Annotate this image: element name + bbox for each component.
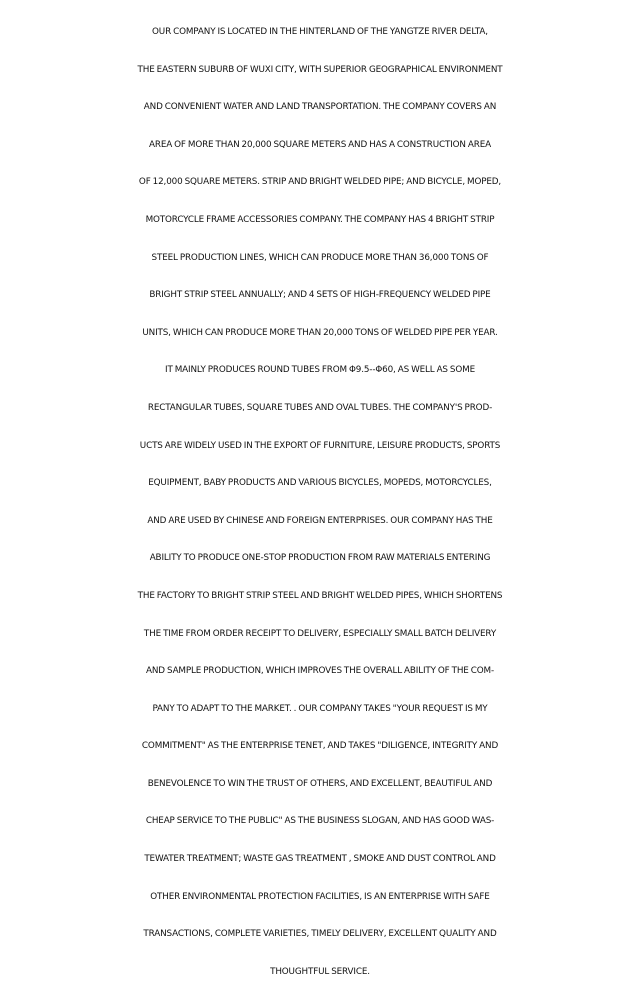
text-line: AND CONVENIENT WATER AND LAND TRANSPORTATION. THE COMPANY COVERS AN — [143, 102, 497, 113]
text-line: RECTANGULAR TUBES, SQUARE TUBES AND OVAL TUBES. THE COMPANY'S PROD- — [147, 402, 493, 413]
text-line: TRANSACTIONS, COMPLETE VARIETIES, TIMELY DELIVERY, EXCELLENT QUALITY AND — [143, 929, 497, 940]
text-line: OUR COMPANY IS LOCATED IN THE HINTERLAND OF THE YANGTZE RIVER DELTA, — [152, 27, 488, 37]
text-line: BENEVOLENCE TO WIN THE TRUST OF OTHERS, AND EXCELLENT, BEAUTIFUL AND — [147, 778, 493, 789]
text-line: THE FACTORY TO BRIGHT STRIP STEEL AND BRIGHT WELDED PIPES, WHICH SHORTENS — [137, 590, 503, 601]
text-line: AND ARE USED BY CHINESE AND FOREIGN ENTERPRISES. OUR COMPANY HAS THE — [147, 515, 493, 526]
company-description — [0, 14, 640, 991]
text-line: THOUGHTFUL SERVICE. — [270, 966, 370, 977]
text-line: TEWATER TREATMENT; WASTE GAS TREATMENT , SMOKE AND DUST CONTROL AND — [144, 854, 496, 865]
text-line: OF 12,000 SQUARE METERS. STRIP AND BRIGHT WELDED PIPE; AND BICYCLE, MOPED, — [138, 177, 502, 188]
text-line: THE EASTERN SUBURB OF WUXI CITY, WITH SUPERIOR GEOGRAPHICAL ENVIRONMENT — [137, 64, 503, 75]
text-line: CHEAP SERVICE TO THE PUBLIC" AS THE BUSINESS SLOGAN, AND HAS GOOD WAS- — [145, 816, 495, 827]
text-line: ABILITY TO PRODUCE ONE-STOP PRODUCTION FROM RAW MATERIALS ENTERING — [149, 553, 491, 564]
text-line: PANY TO ADAPT TO THE MARKET. . OUR COMPANY TAKES "YOUR REQUEST IS MY — [152, 703, 488, 714]
text-line: STEEL PRODUCTION LINES, WHICH CAN PRODUCE MORE THAN 36,000 TONS OF — [151, 252, 489, 263]
text-line: COMMITMENT" AS THE ENTERPRISE TENET, AND TAKES "DILIGENCE, INTEGRITY AND — [141, 741, 499, 752]
text-line: BRIGHT STRIP STEEL ANNUALLY; AND 4 SETS OF HIGH-FREQUENCY WELDED PIPE — [149, 290, 491, 301]
text-line: OTHER ENVIRONMENTAL PROTECTION FACILITIES, IS AN ENTERPRISE WITH SAFE — [150, 891, 490, 902]
text-line: AREA OF MORE THAN 20,000 SQUARE METERS AND HAS A CONSTRUCTION AREA — [149, 139, 491, 150]
text-line: IT MAINLY PRODUCES ROUND TUBES FROM Φ9.5--Φ60, AS WELL AS SOME — [165, 365, 475, 376]
text-line: THE TIME FROM ORDER RECEIPT TO DELIVERY, ESPECIALLY SMALL BATCH DELIVERY — [143, 628, 497, 639]
text-line: UNITS, WHICH CAN PRODUCE MORE THAN 20,000 TONS OF WELDED PIPE PER YEAR. — [142, 327, 498, 338]
text-line: EQUIPMENT, BABY PRODUCTS AND VARIOUS BICYCLES, MOPEDS, MOTORCYCLES, — [148, 478, 492, 489]
text-line: UCTS ARE WIDELY USED IN THE EXPORT OF FURNITURE, LEISURE PRODUCTS, SPORTS — [139, 440, 501, 451]
text-line: AND SAMPLE PRODUCTION, WHICH IMPROVES THE OVERALL ABILITY OF THE COM- — [146, 666, 494, 677]
text-line: MOTORCYCLE FRAME ACCESSORIES COMPANY. THE COMPANY HAS 4 BRIGHT STRIP — [145, 214, 495, 225]
